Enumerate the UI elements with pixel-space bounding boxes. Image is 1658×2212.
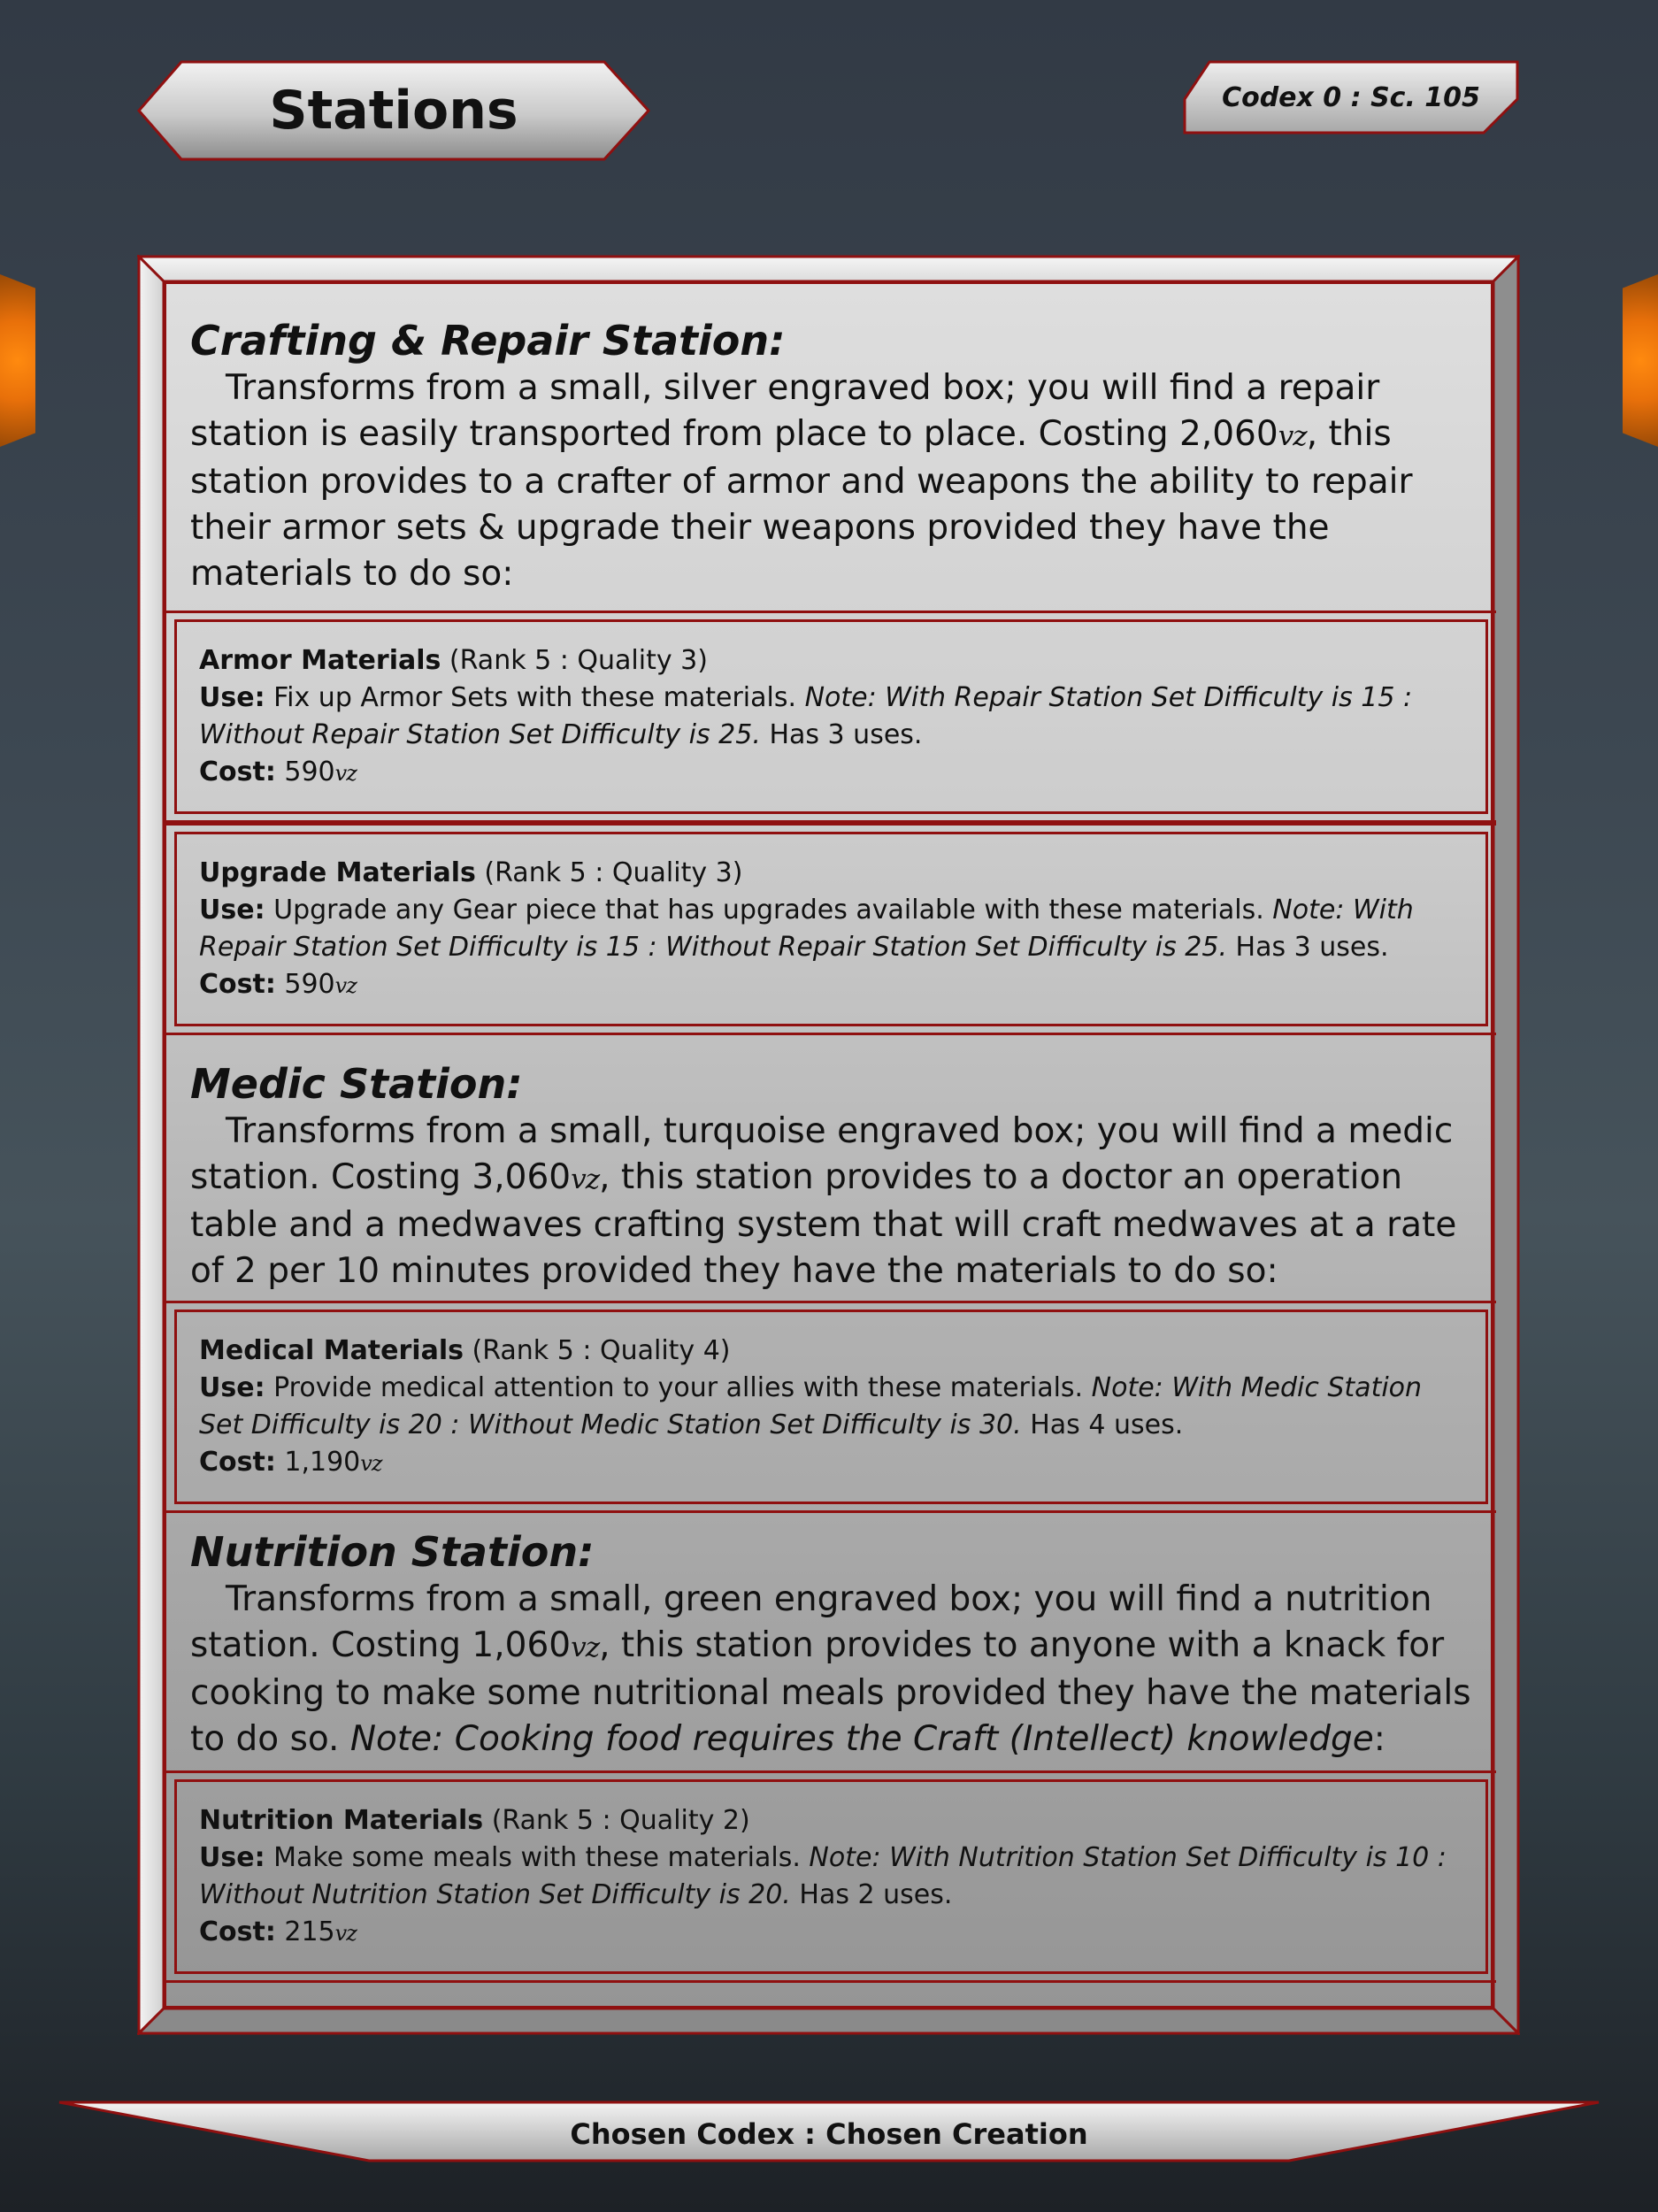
material-rank: (Rank 5 : Quality 4) xyxy=(472,1335,731,1366)
material-name: Armor Materials xyxy=(199,645,441,676)
content-panel xyxy=(137,255,1520,2035)
crafting-repair-section xyxy=(190,316,1482,597)
material-use: Fix up Armor Sets with these materials. xyxy=(273,682,797,713)
left-side-tab xyxy=(0,274,35,447)
codex-reference: Codex 0 : Sc. 105 xyxy=(1222,81,1480,113)
material-rank: (Rank 5 : Quality 2) xyxy=(491,1805,750,1836)
material-note: Note: With Nutrition Station Set Difficulty is 10 : Without Nutrition Station Set Difficulty is 20. xyxy=(199,1842,1447,1910)
material-rank: (Rank 5 : Quality 3) xyxy=(484,857,743,888)
material-note: Note: With Medic Station Set Difficulty is 20 : Without Medic Station Set Difficulty is 30. xyxy=(199,1372,1423,1440)
codex-plate xyxy=(1183,60,1519,134)
material-uses: Has 3 uses. xyxy=(769,719,923,750)
nutrition-section xyxy=(190,1527,1482,1763)
medic-section xyxy=(190,1059,1482,1294)
currency-symbol: vz xyxy=(571,1632,600,1663)
material-note: Note: With Repair Station Set Difficulty is 15 : Without Repair Station Set Difficulty is 25. xyxy=(199,682,1413,750)
material-note: Note: With Repair Station Set Difficulty is 15 : Without Repair Station Set Difficulty is 25. xyxy=(199,895,1414,963)
panel-inner xyxy=(164,281,1493,2008)
section-description: Transforms from a small, silver engraved box; you will find a repair station is easily transported from place to place. Costing 2,060vz, this station provides to a crafter of armor and weapons the ability to repair their armor sets & upgrade their weapons provided they have the materials to do so: xyxy=(190,368,1413,594)
page-title-plate xyxy=(137,60,650,161)
material-name: Upgrade Materials xyxy=(199,857,476,888)
currency-symbol: vz xyxy=(571,1164,600,1195)
material-cost: 215 xyxy=(284,1916,335,1947)
section-heading: Medic Station: xyxy=(190,1060,523,1108)
material-rank: (Rank 5 : Quality 3) xyxy=(449,645,708,676)
currency-symbol: vz xyxy=(1278,420,1307,452)
section-description: Transforms from a small, turquoise engraved box; you will find a medic station. Costing 3,060vz, this station provides to a doctor an operation table and a medwaves crafting system that will craft medwaves at a rate of 2 per 10 minutes provided they have the materials to do so: xyxy=(190,1111,1457,1291)
right-side-tab xyxy=(1623,274,1658,447)
section-heading: Nutrition Station: xyxy=(190,1528,595,1576)
material-use: Upgrade any Gear piece that has upgrades available with these materials. xyxy=(273,895,1264,926)
nutrition-materials-card: Nutrition Materials (Rank 5 : Quality 2) Use: Make some meals with these materials. Note: With Nutrition Station Set Difficulty is 10 : Without Nutrition Station Set Difficulty is 20. Has 2 uses. Cost: 215vz xyxy=(166,1770,1496,1983)
material-use: Provide medical attention to your allies with these materials. xyxy=(273,1372,1084,1403)
material-uses: Has 2 uses. xyxy=(799,1879,953,1910)
material-uses: Has 3 uses. xyxy=(1235,932,1389,963)
page-title: Stations xyxy=(269,80,518,142)
material-cost: 590 xyxy=(284,757,335,787)
upgrade-materials-card: Upgrade Materials (Rank 5 : Quality 3) Use: Upgrade any Gear piece that has upgrades available with these materials. Note: With Repair Station Set Difficulty is 15 : Without Repair Station Set Difficulty is 25. Has 3 uses. Cost: 590vz xyxy=(166,823,1496,1035)
section-description: Transforms from a small, green engraved box; you will find a nutrition station. Costing 1,060vz, this station provides to anyone with a knack for cooking to make some nutritional meals provided they have the materials to do so. Note: Cooking food requires the Craft (Intellect) knowledge: xyxy=(190,1579,1471,1759)
armor-materials-card: Armor Materials (Rank 5 : Quality 3) Use: Fix up Armor Sets with these materials. Note: With Repair Station Set Difficulty is 15 : Without Repair Station Set Difficulty is 25. Has 3 uses. Cost: 590vz xyxy=(166,611,1496,823)
material-uses: Has 4 uses. xyxy=(1030,1409,1184,1440)
material-name: Nutrition Materials xyxy=(199,1805,484,1836)
footer-text: Chosen Codex : Chosen Creation xyxy=(570,2117,1088,2151)
section-note: Note: Cooking food requires the Craft (Intellect) knowledge xyxy=(349,1719,1374,1759)
medical-materials-card: Medical Materials (Rank 5 : Quality 4) Use: Provide medical attention to your allies with these materials. Note: With Medic Station Set Difficulty is 20 : Without Medic Station Set Difficulty is 30. Has 4 uses. Cost: 1,190vz xyxy=(166,1301,1496,1513)
section-heading: Crafting & Repair Station: xyxy=(190,317,786,365)
material-name: Medical Materials xyxy=(199,1335,464,1366)
material-cost: 590 xyxy=(284,969,335,1000)
material-use: Make some meals with these materials. xyxy=(273,1842,801,1873)
footer-plate xyxy=(58,2101,1600,2162)
material-cost: 1,190 xyxy=(284,1447,361,1478)
